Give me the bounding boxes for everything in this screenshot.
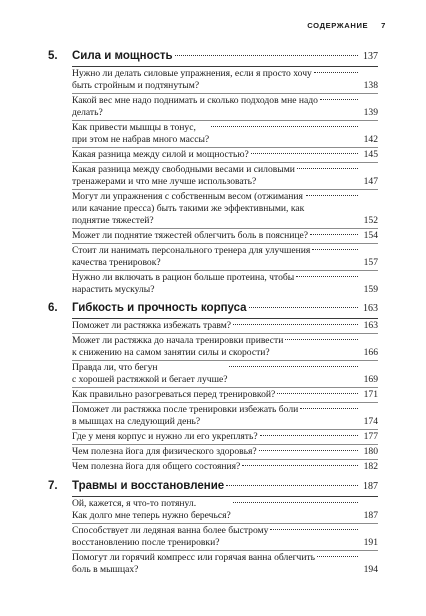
entry-text-row xyxy=(72,335,360,359)
entry-title: Может ли поднятие тяжестей облегчить боль в пояснице? xyxy=(72,230,309,241)
dot-leader xyxy=(277,393,358,394)
entry-text-row xyxy=(72,191,360,227)
entry-title: Какая разница между свободными весами и силовыми тренажерами и что мне лучше использовать? xyxy=(72,164,295,187)
dot-leader xyxy=(249,307,358,308)
entry-page-number: 177 xyxy=(363,431,378,442)
chapter-page-number: 163 xyxy=(363,303,378,314)
toc-entry[interactable] xyxy=(72,229,378,244)
entry-title: Как привести мышцы в тонус, при этом не набрав много массы? xyxy=(72,122,210,145)
toc-entry[interactable] xyxy=(72,430,378,445)
dot-leader xyxy=(229,366,358,367)
entry-list xyxy=(72,319,378,474)
entry-page-number: 147 xyxy=(363,176,378,187)
dot-leader xyxy=(310,234,358,235)
entry-text-row xyxy=(72,230,360,242)
entry-text-row xyxy=(72,320,360,332)
chapter-page-number: 137 xyxy=(363,51,378,62)
entry-list xyxy=(72,497,378,577)
dot-leader xyxy=(211,126,358,127)
entry-page-number: 194 xyxy=(363,564,378,575)
dot-leader xyxy=(270,529,358,530)
chapter-title: Травмы и восстановление xyxy=(72,480,225,492)
dot-leader xyxy=(251,153,358,154)
chapter-heading[interactable] xyxy=(48,480,378,496)
running-head-page-number: 7 xyxy=(381,21,386,30)
entry-page-number: 154 xyxy=(363,230,378,241)
dot-leader xyxy=(296,276,358,277)
entry-page-number: 182 xyxy=(363,461,378,472)
entry-text-row xyxy=(72,95,360,119)
toc-entry[interactable] xyxy=(72,271,378,297)
dot-leader xyxy=(242,465,358,466)
dot-leader xyxy=(317,556,358,557)
entry-page-number: 157 xyxy=(363,257,378,268)
entry-title: Поможет ли растяжка избежать травм? xyxy=(72,320,232,331)
entry-text-row xyxy=(72,122,360,146)
chapter-number: 6. xyxy=(48,302,58,314)
dot-leader xyxy=(233,502,358,503)
entry-title: Чем полезна йога для общего состояния? xyxy=(72,461,241,472)
entry-list xyxy=(72,67,378,297)
entry-text-row xyxy=(72,446,360,458)
entry-text-row xyxy=(72,552,360,576)
toc-entry[interactable] xyxy=(72,551,378,577)
entry-title: Ой, кажется, я что-то потянул. Как долго мне теперь нужно беречься? xyxy=(72,498,231,521)
entry-title: Какой вес мне надо поднимать и сколько подходов мне надо делать? xyxy=(72,95,318,118)
toc-entry[interactable] xyxy=(72,361,378,388)
toc-entry[interactable] xyxy=(72,497,378,524)
toc-entry[interactable] xyxy=(72,121,378,148)
entry-page-number: 159 xyxy=(363,284,378,295)
chapter-5 xyxy=(48,50,378,297)
entry-text-row xyxy=(72,431,360,443)
dot-leader xyxy=(233,324,358,325)
entry-text-row xyxy=(72,362,360,386)
toc-entry[interactable] xyxy=(72,67,378,94)
entry-text-row xyxy=(72,68,360,92)
dot-leader xyxy=(260,435,358,436)
dot-leader xyxy=(175,55,358,56)
toc-entry[interactable] xyxy=(72,190,378,229)
entry-title: Может ли растяжка до начала тренировки привести к снижению на самом занятии силы и скорости? xyxy=(72,335,284,358)
running-head-title: СОДЕРЖАНИЕ xyxy=(307,21,369,30)
chapter-heading[interactable] xyxy=(48,302,378,318)
entry-page-number: 139 xyxy=(363,107,378,118)
toc-entry[interactable] xyxy=(72,445,378,460)
chapter-title-row xyxy=(72,50,378,62)
chapter-page-number: 187 xyxy=(363,481,378,492)
chapter-title: Сила и мощность xyxy=(72,50,173,62)
entry-title: Поможет ли растяжка после тренировки избежать боли в мышцах на следующий день? xyxy=(72,404,299,427)
running-head xyxy=(307,21,386,30)
entry-text-row xyxy=(72,525,360,549)
chapter-title: Гибкость и прочность корпуса xyxy=(72,302,247,314)
entry-title: Нужно ли включать в рацион больше протеина, чтобы нарастить мускулы? xyxy=(72,272,295,295)
dot-leader xyxy=(297,168,358,169)
entry-title: Какая разница между силой и мощностью? xyxy=(72,149,249,160)
entry-title: Где у меня корпус и нужно ли его укреплять? xyxy=(72,431,258,442)
entry-page-number: 166 xyxy=(363,347,378,358)
entry-text-row xyxy=(72,498,360,522)
entry-text-row xyxy=(72,149,360,161)
entry-page-number: 191 xyxy=(363,537,378,548)
entry-page-number: 171 xyxy=(363,389,378,400)
entry-title: Способствует ли ледяная ванна более быстрому восстановлению после тренировки? xyxy=(72,525,269,548)
entry-page-number: 145 xyxy=(363,149,378,160)
entry-title: Помогут ли горячий компресс или горячая ванна облегчить боль в мышцах? xyxy=(72,552,316,575)
dot-leader xyxy=(226,485,358,486)
entry-title: Могут ли упражнения с собственным весом (отжимания или качание пресса) быть такими же эффективными, как поднятие тяжестей? xyxy=(72,191,305,226)
entry-page-number: 138 xyxy=(363,80,378,91)
dot-leader xyxy=(306,195,358,196)
toc-entry[interactable] xyxy=(72,524,378,551)
dot-leader xyxy=(314,72,358,73)
entry-title: Стоит ли нанимать персонального тренера для улучшения качества тренировок? xyxy=(72,245,311,268)
entry-title: Нужно ли делать силовые упражнения, если я просто хочу быть стройным и подтянутым? xyxy=(72,68,312,91)
entry-page-number: 187 xyxy=(363,510,378,521)
entry-text-row xyxy=(72,164,360,188)
entry-text-row xyxy=(72,272,360,296)
entry-page-number: 163 xyxy=(363,320,378,331)
entry-title: Чем полезна йога для физического здоровья? xyxy=(72,446,257,457)
toc-entry[interactable] xyxy=(72,94,378,121)
entry-text-row xyxy=(72,461,360,473)
toc-entry[interactable] xyxy=(72,460,378,474)
chapter-heading[interactable] xyxy=(48,50,378,66)
dot-leader xyxy=(259,450,358,451)
chapter-7 xyxy=(48,480,378,577)
entry-title: Как правильно разогреваться перед тренировкой? xyxy=(72,389,276,400)
chapter-number: 7. xyxy=(48,480,58,492)
toc-entry[interactable] xyxy=(72,403,378,430)
toc-entry[interactable] xyxy=(72,148,378,163)
dot-leader xyxy=(285,339,358,340)
entry-page-number: 142 xyxy=(363,134,378,145)
chapter-6 xyxy=(48,302,378,474)
entry-title: Правда ли, что бегун с хорошей растяжкой и бегает лучше? xyxy=(72,362,228,385)
entry-text-row xyxy=(72,245,360,269)
entry-page-number: 174 xyxy=(363,416,378,427)
toc-entry[interactable] xyxy=(72,319,378,334)
chapter-title-row xyxy=(72,480,378,492)
dot-leader xyxy=(312,249,358,250)
toc-entry[interactable] xyxy=(72,334,378,361)
dot-leader xyxy=(320,99,358,100)
chapter-title-row xyxy=(72,302,378,314)
entry-page-number: 169 xyxy=(363,374,378,385)
entry-page-number: 180 xyxy=(363,446,378,457)
toc-entry[interactable] xyxy=(72,244,378,271)
entry-text-row xyxy=(72,389,360,401)
entry-text-row xyxy=(72,404,360,428)
toc-entry[interactable] xyxy=(72,163,378,190)
dot-leader xyxy=(300,408,358,409)
entry-page-number: 152 xyxy=(363,215,378,226)
chapter-number: 5. xyxy=(48,50,58,62)
toc-entry[interactable] xyxy=(72,388,378,403)
